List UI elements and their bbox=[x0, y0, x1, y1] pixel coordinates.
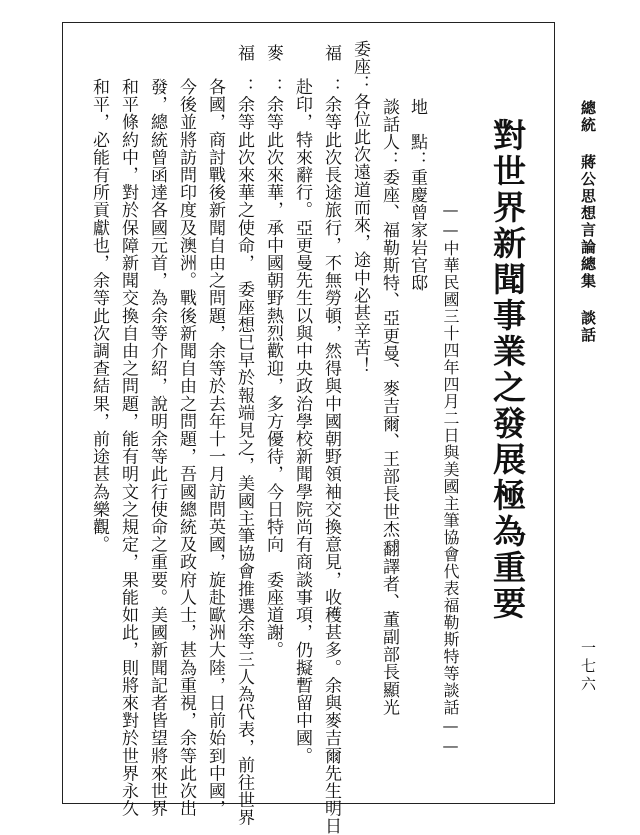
speaker-label: 麥 bbox=[263, 44, 283, 61]
body-line: 委座：各位此次遠道而來，途中必甚辛苦！ bbox=[350, 40, 370, 375]
body-line: ：余等此次長途旅行，不無勞頓，然得與中國朝野領袖交換意見，收穫甚多。余與麥吉爾先生明日 bbox=[321, 78, 341, 835]
article-subtitle: ——中華民國三十四年四月二日與美國主筆協會代表福勒斯特等談話—— bbox=[441, 200, 460, 756]
body-line: 和平條約中，對於保障新聞交換自由之問題，能有明文之規定，果能如此，則將來對於世界永久 bbox=[118, 78, 138, 818]
book-title-header: 總統 蔣公思想言論總集 談話 bbox=[579, 100, 597, 344]
speaker-label: 福 bbox=[234, 44, 254, 61]
speakers-line: 談話人：委座、福勒斯特、亞更曼、麥吉爾、王部長世杰。 bbox=[379, 98, 399, 556]
body-line: 赴印，特來辭行。亞更曼先生以與中央政治學校新聞學院尚有商談事項，仍擬暫留中國。 bbox=[292, 78, 312, 765]
article-title: 對世界新聞事業之發展極為重要 bbox=[488, 118, 527, 622]
body-line: 和平，必能有所貢獻也，余等此次調查結果，前途甚為樂觀。 bbox=[89, 78, 109, 554]
speaker-label: 福 bbox=[321, 44, 341, 61]
location-line: 地 點：重慶曾家岩官邸 bbox=[407, 98, 427, 292]
body-line: ：余等此次來華之使命， 委座想已早於報端見之，美國主筆協會推選余等三人為代表，前往世界 bbox=[234, 78, 254, 827]
page-number: 一七六 bbox=[579, 640, 597, 694]
translator-line: 翻譯者、董副部長顯光 bbox=[379, 540, 399, 716]
body-line: ：余等此次來華，承中國朝野熱烈歡迎，多方優待，今日特向 委座道謝。 bbox=[263, 78, 283, 659]
body-line: 各國，商討戰後新聞自由之問題，余等於去年十一月訪問英國，旋赴歐洲大陸，日前始到中國， bbox=[205, 78, 225, 818]
body-line: 發，總統曾函達各國元首，為余等介紹，說明余等此行使命之重要。美國新聞記者皆望將來世界 bbox=[147, 78, 167, 818]
body-line: 今後並將訪問印度及澳洲。戰後新聞自由之問題，吾國總統及政府人士，甚為重視，余等此次出 bbox=[176, 78, 196, 818]
